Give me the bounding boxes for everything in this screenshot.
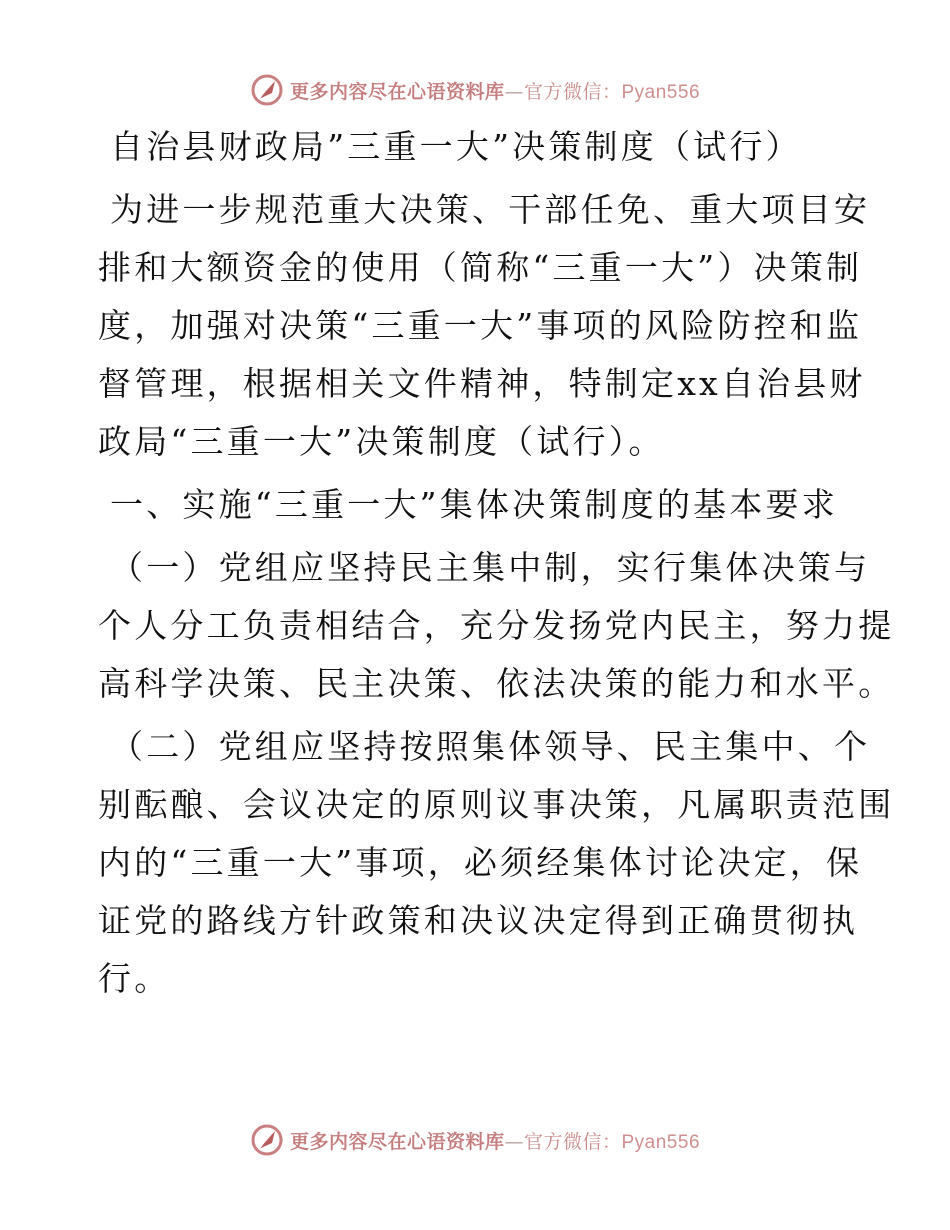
- watermark-text: [290, 1127, 700, 1154]
- paragraph-line: 证党的路线方针政策和决议决定得到正确贯彻执: [98, 901, 859, 940]
- watermark-id: Pyan556: [621, 81, 701, 103]
- document-body: [98, 118, 895, 1008]
- watermark-footer: [0, 1120, 950, 1160]
- paragraph-line: 政局“三重一大”决策制度（试行）。: [98, 422, 665, 461]
- watermark-label: 官方微信：: [523, 80, 622, 103]
- quill-logo-icon: [250, 73, 284, 107]
- watermark-separator: —: [504, 1130, 524, 1153]
- quill-logo-icon: [250, 1123, 284, 1157]
- paragraph-line: 内的“三重一大”事项，必须经集体讨论决定，保: [98, 843, 863, 882]
- item-2-paragraph: [98, 718, 895, 1008]
- paragraph-line: 别酝酿、会议决定的原则议事决策，凡属职责范围: [98, 785, 895, 824]
- paragraph-line: 个人分工负责相结合，充分发扬党内民主，努力提: [98, 606, 895, 645]
- paragraph-line: 度，加强对决策“三重一大”事项的风险防控和监: [98, 306, 863, 345]
- watermark-separator: —: [504, 80, 524, 103]
- paragraph-line: 排和大额资金的使用（简称“三重一大”）决策制: [98, 248, 863, 287]
- watermark-id: Pyan556: [621, 1131, 701, 1153]
- watermark-label: 官方微信：: [523, 1130, 622, 1153]
- watermark-main: 更多内容尽在心语资料库: [289, 1130, 505, 1153]
- intro-paragraph: [98, 181, 871, 471]
- paragraph-line: （二）党组应坚持按照集体领导、民主集中、个: [110, 727, 871, 766]
- watermark-header: [0, 70, 950, 110]
- document-title: 自治县财政局”三重一大”决策制度（试行）: [110, 127, 802, 166]
- watermark-main: 更多内容尽在心语资料库: [289, 80, 505, 103]
- paragraph-line: 督管理，根据相关文件精神，特制定xx自治县财: [98, 364, 866, 403]
- item-1-paragraph: [98, 539, 895, 713]
- paragraph-line: 高科学决策、民主决策、依法决策的能力和水平。: [98, 664, 895, 703]
- paragraph-line: 行。: [98, 959, 171, 998]
- watermark-text: [290, 77, 700, 104]
- paragraph-line: （一）党组应坚持民主集中制，实行集体决策与: [110, 548, 871, 587]
- paragraph-line: 为进一步规范重大决策、干部任免、重大项目安: [110, 190, 871, 229]
- section-heading: 一、实施“三重一大”集体决策制度的基本要求: [110, 485, 838, 524]
